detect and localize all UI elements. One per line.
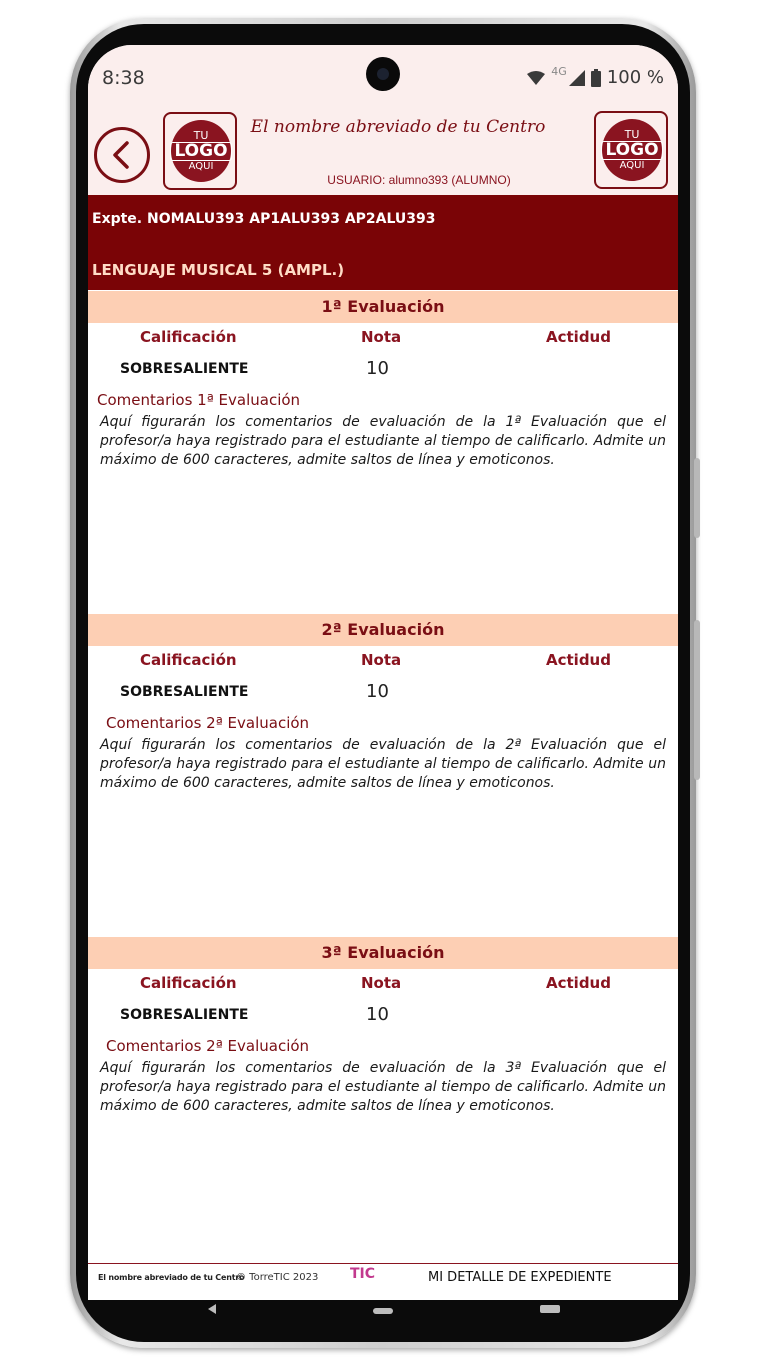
wifi-icon	[527, 71, 545, 85]
status-time: 8:38	[102, 67, 145, 89]
logo-text-1: TU	[624, 128, 640, 141]
back-button[interactable]	[94, 127, 150, 183]
footer-copyright: © TorreTIC 2023	[236, 1272, 319, 1283]
chevron-left-icon	[97, 130, 147, 180]
evaluation-section-3	[88, 937, 678, 1260]
logo-text-2: LOGO	[170, 142, 231, 161]
battery-icon	[591, 69, 601, 87]
status-icons	[527, 67, 664, 88]
school-name: El nombre abreviado de tu Centro	[250, 117, 546, 137]
comments-title: Comentarios 1ª Evaluación	[97, 391, 301, 409]
torretic-logo: TIC	[350, 1266, 376, 1282]
nav-back-icon[interactable]	[208, 1304, 216, 1314]
calificacion-value: SOBRESALIENTE	[120, 684, 249, 700]
column-calificacion: Calificación	[140, 651, 237, 669]
column-nota: Nota	[361, 651, 402, 669]
comments-text: Aquí figurarán los comentarios de evaluación de la 2ª Evaluación que el profesor/a haya registrado para el estudiante al tiempo de calificarlo. Admite un máximo de 600 caracteres, admite saltos de línea y emoticonos.	[100, 737, 666, 791]
comments-title: Comentarios 2ª Evaluación	[106, 714, 310, 732]
calificacion-value: SOBRESALIENTE	[120, 361, 249, 377]
comments-text: Aquí figurarán los comentarios de evaluación de la 3ª Evaluación que el profesor/a haya registrado para el estudiante al tiempo de calificarlo. Admite un máximo de 600 caracteres, admite saltos de línea y emoticonos.	[100, 1060, 666, 1114]
evaluation-title: 1ª Evaluación	[88, 291, 678, 323]
user-label: USUARIO: alumno393 (ALUMNO)	[327, 173, 511, 187]
status-bar	[88, 45, 678, 107]
column-actitud: Actidud	[546, 974, 611, 992]
app-footer	[88, 1263, 678, 1290]
signal-icon	[569, 70, 585, 86]
subject-title: LENGUAJE MUSICAL 5 (AMPL.)	[92, 261, 345, 279]
column-actitud: Actidud	[546, 651, 611, 669]
column-nota: Nota	[361, 974, 402, 992]
nota-value: 10	[366, 358, 389, 379]
school-logo-left	[163, 112, 237, 190]
front-camera	[366, 57, 400, 91]
evaluation-section-2	[88, 614, 678, 937]
nav-recents-icon[interactable]	[540, 1305, 560, 1313]
evaluation-section-1	[88, 291, 678, 614]
network-type: 4G	[551, 65, 567, 78]
power-button	[694, 458, 700, 538]
logo-badge	[171, 120, 231, 182]
school-logo-right	[594, 111, 668, 189]
nota-value: 10	[366, 1004, 389, 1025]
subject-bar	[88, 243, 678, 290]
nota-value: 10	[366, 681, 389, 702]
app-header	[88, 107, 678, 195]
comments-title: Comentarios 2ª Evaluación	[106, 1037, 310, 1055]
logo-text-1: TU	[193, 129, 209, 142]
volume-button	[694, 620, 700, 780]
column-nota: Nota	[361, 328, 402, 346]
footer-detail-link[interactable]: MI DETALLE DE EXPEDIENTE	[428, 1270, 612, 1285]
android-nav-bar	[88, 1290, 678, 1330]
column-actitud: Actidud	[546, 328, 611, 346]
calificacion-value: SOBRESALIENTE	[120, 1007, 249, 1023]
expediente-text: Expte. NOMALU393 AP1ALU393 AP2ALU393	[92, 211, 436, 227]
comments-text: Aquí figurarán los comentarios de evaluación de la 1ª Evaluación que el profesor/a haya registrado para el estudiante al tiempo de calificarlo. Admite un máximo de 600 caracteres, admite saltos de línea y emoticonos.	[100, 414, 666, 468]
battery-level: 100 %	[606, 67, 664, 88]
column-calificacion: Calificación	[140, 974, 237, 992]
footer-school-name: El nombre abreviado de tu Centro	[98, 1273, 245, 1282]
evaluation-title: 3ª Evaluación	[88, 937, 678, 969]
logo-text-2: LOGO	[601, 141, 662, 160]
evaluation-title: 2ª Evaluación	[88, 614, 678, 646]
logo-badge	[602, 119, 662, 181]
logo-text-3: AQUI	[188, 161, 214, 172]
expediente-bar	[88, 195, 678, 243]
nav-home-icon[interactable]	[373, 1308, 393, 1314]
logo-text-3: AQUI	[619, 160, 645, 171]
screen	[88, 45, 678, 1300]
column-calificacion: Calificación	[140, 328, 237, 346]
